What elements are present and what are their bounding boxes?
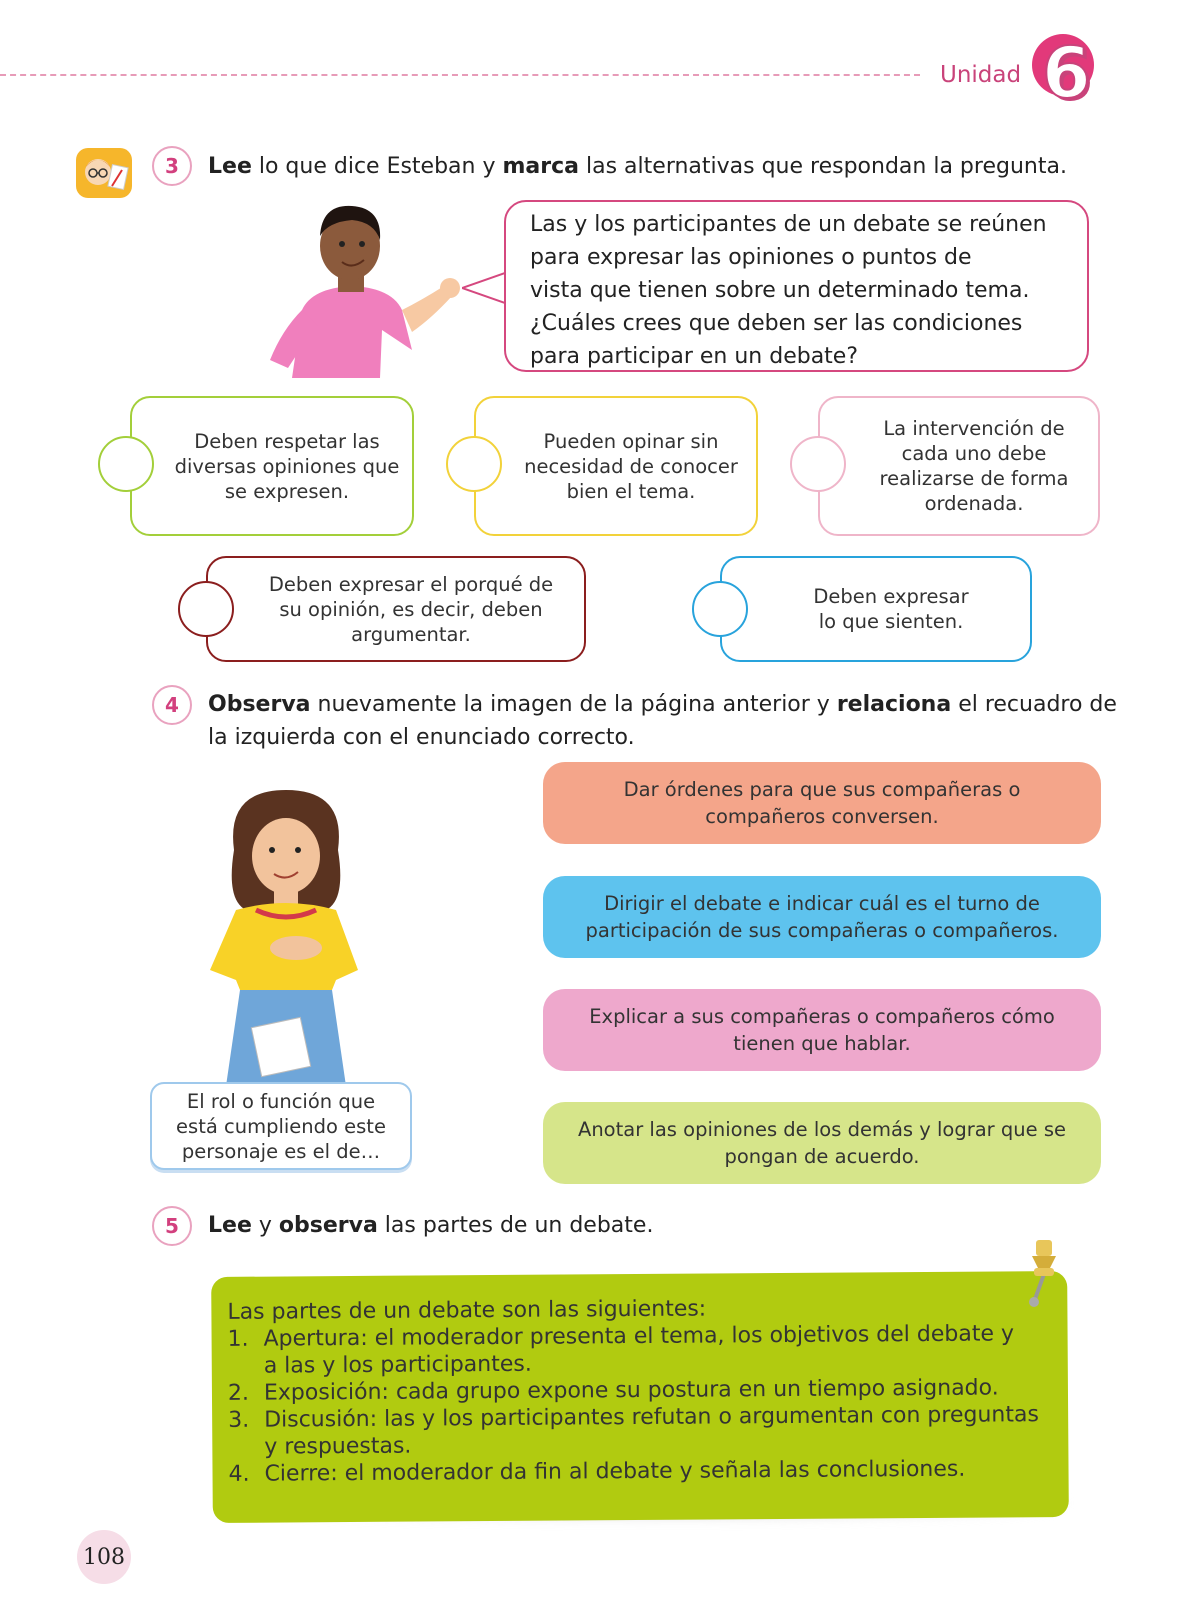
answer-explain-how-to-talk[interactable]: Explicar a sus compañeras o compañeros cómo tienen que hablar. — [543, 989, 1101, 1071]
note-intro: Las partes de un debate son las siguientes: — [227, 1296, 707, 1325]
speech-line-5: para participar en un debate? — [530, 344, 859, 369]
option-argue-opinion: Deben expresar el porqué de su opinión, es decir, deben argumentar. — [206, 556, 586, 662]
activity-4-number: 4 — [152, 685, 192, 725]
list-item: 2. Exposición: cada grupo expone su postura en un tiempo asignado. — [227, 1375, 999, 1406]
reading-activity-icon — [76, 148, 132, 198]
instruction-verb-lee: Lee — [208, 154, 252, 179]
header-dashed-line — [0, 74, 920, 76]
unit-label: Unidad — [940, 62, 1022, 88]
instruction-verb-relaciona: relaciona — [836, 692, 952, 717]
activity-3-number: 3 — [152, 146, 192, 186]
option-1-checkbox[interactable] — [98, 436, 154, 492]
list-item: 1. Apertura: el moderador presenta el tema, los objetivos del debate y a las y los participantes. — [227, 1321, 1015, 1379]
unit-number: 6 — [1042, 32, 1091, 114]
esteban-speech-bubble — [504, 200, 1089, 372]
speech-bubble-tail — [462, 270, 508, 306]
option-3-checkbox[interactable] — [790, 436, 846, 492]
option-2-checkbox[interactable] — [446, 436, 502, 492]
instruction-verb-marca: marca — [502, 154, 580, 179]
answer-direct-debate[interactable]: Dirigir el debate e indicar cuál es el turno de participación de sus compañeras o compañeros. — [543, 876, 1101, 958]
instruction-verb-observa: Observa — [208, 692, 311, 717]
speech-line-4: ¿Cuáles crees que deben ser las condiciones — [530, 311, 1023, 336]
instruction-verb-observa: observa — [278, 1213, 378, 1238]
debate-parts-note — [211, 1271, 1069, 1523]
list-item: 4. Cierre: el moderador da fin al debate y señala las conclusiones. — [228, 1456, 966, 1487]
debate-parts-list — [227, 1320, 1052, 1488]
speech-line-1: Las y los participantes de un debate se reúnen — [530, 212, 1047, 237]
pushpin-icon — [1026, 1238, 1062, 1308]
activity-3-instruction: Lee lo que dice Esteban y marca las alternativas que respondan la pregunta. — [208, 154, 1067, 179]
instruction-verb-lee: Lee — [208, 1213, 252, 1238]
option-5-checkbox[interactable] — [692, 581, 748, 637]
option-ordered-intervention: La intervención de cada uno debe realizarse de forma ordenada. — [818, 396, 1100, 536]
activity-4-instruction: Observa nuevamente la imagen de la página anterior y relaciona el recuadro de la izquierda con el enunciado correcto. — [208, 692, 1117, 750]
option-no-knowledge: Pueden opinar sin necesidad de conocer bien el tema. — [474, 396, 758, 536]
option-respect-opinions: Deben respetar las diversas opiniones que se expresen. — [130, 396, 414, 536]
speech-line-2: para expresar las opiniones o puntos de — [530, 245, 972, 270]
option-express-feelings: Deben expresar lo que sienten. — [720, 556, 1032, 662]
moderator-girl-illustration — [196, 790, 376, 1086]
esteban-illustration — [262, 200, 472, 378]
activity-5-instruction: Lee y observa las partes de un debate. — [208, 1213, 654, 1238]
answer-note-opinions[interactable]: Anotar las opiniones de los demás y lograr que se pongan de acuerdo. — [543, 1102, 1101, 1184]
activity-5-number: 5 — [152, 1206, 192, 1246]
speech-line-3: vista que tienen sobre un determinado tema. — [530, 278, 1030, 303]
role-question-box: El rol o función que está cumpliendo este personaje es el de… — [150, 1082, 412, 1170]
page-number: 108 — [77, 1530, 131, 1584]
option-4-checkbox[interactable] — [178, 581, 234, 637]
list-item: 3. Discusión: las y los participantes refutan o argumentan con preguntas y respuestas. — [228, 1402, 1039, 1460]
answer-give-orders[interactable]: Dar órdenes para que sus compañeras o compañeros conversen. — [543, 762, 1101, 844]
